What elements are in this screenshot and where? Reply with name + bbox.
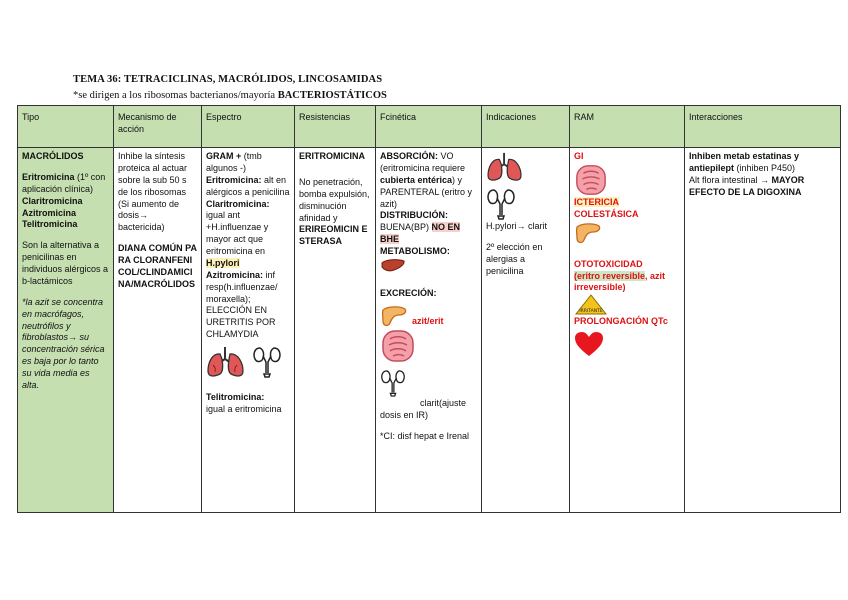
subtitle-prefix: *se dirigen a los ribosomas bacterianos/mayoría — [73, 90, 278, 101]
cell-ram — [570, 148, 685, 513]
header-resistencias: Resistencias — [295, 106, 376, 148]
inter-flora-text: Alt flora intestinal → — [689, 174, 772, 185]
espectro-eri — [206, 175, 290, 199]
ind-second: 2º elección en alergias a penicilina — [486, 241, 543, 276]
pancreas-icon — [380, 304, 408, 328]
ram-ictericia — [574, 197, 680, 209]
warning-sign-label: IRRITANTE — [579, 309, 603, 315]
intestine-icon — [574, 163, 680, 197]
drug-azitromicina: Azitromicina — [22, 207, 77, 218]
ram-qtc: PROLONGACIÓN QTc — [574, 316, 668, 327]
cell-espectro — [202, 148, 295, 513]
drug-claritromicina: Claritromicina — [22, 195, 83, 206]
inter-inhiben — [689, 151, 836, 175]
fcin-abs-text2: ) y PARENTERAL (eritro y azit) — [380, 174, 473, 209]
espectro-icons — [206, 345, 290, 379]
espectro-teli-label: Telitromicina: — [206, 392, 265, 402]
header-ram: RAM — [570, 106, 685, 148]
resist-mech: No penetración, bomba expulsión, disminución afinidad y — [299, 176, 370, 223]
espectro-teli — [206, 392, 290, 416]
inter-flora — [689, 175, 836, 199]
fcin-excrecion: EXCRECIÓN: — [380, 287, 437, 298]
header-row — [18, 106, 841, 148]
drug-table — [17, 105, 841, 513]
header-espectro: Espectro — [202, 106, 295, 148]
espectro-clari — [206, 199, 290, 270]
fcin-absorcion — [380, 151, 477, 210]
fcin-ci: *CI: disf hepat e Irenal — [380, 430, 470, 441]
kidneys-icon — [380, 368, 406, 398]
page-subtitle — [73, 90, 387, 101]
inter-inhiben-text: (inhiben P450) — [734, 162, 796, 173]
fcin-pancreas-row — [380, 304, 477, 328]
ram-azit-irr: , azit irreversible) — [574, 270, 666, 293]
drug-eritromicina-name: Eritromicina — [22, 171, 75, 182]
fcin-dist-text: BUENA(BP) — [380, 222, 432, 233]
header-fcinetica: Fcinética — [376, 106, 482, 148]
ind-hpylori: H.pylori→ clarit — [486, 221, 548, 231]
cell-tipo — [18, 148, 114, 513]
header-tipo: Tipo — [18, 106, 114, 148]
fcin-distribucion — [380, 210, 477, 246]
espectro-clari-label: Claritromicina: — [206, 198, 270, 209]
espectro-azi — [206, 270, 290, 341]
drug-eritromicina-note: (1º con aplicación clínica) — [22, 171, 106, 194]
espectro-hpylori: H.pylori — [206, 257, 240, 268]
warning-sign-icon — [574, 294, 680, 316]
fcin-clarit: clarit(ajuste dosis en IR) — [380, 397, 467, 420]
fcin-abs-text1: VO (eritromicina requiere — [380, 151, 466, 173]
drug-eritromicina — [22, 172, 109, 196]
fcin-dist-label: DISTRIBUCIÓN: — [380, 210, 448, 221]
espectro-azi-text: inf resp(h.influenzae/ moraxella); ELECCIÓN EN URETRITIS POR CHLAMYDIA — [206, 269, 278, 340]
intestine-icon — [380, 328, 477, 364]
ram-colestasica: COLESTÁSICA — [574, 208, 639, 219]
cell-indicaciones — [482, 148, 570, 513]
kidneys-icon — [486, 187, 565, 221]
espectro-eri-label: Eritromicina: — [206, 174, 262, 185]
cell-fcinetica — [376, 148, 482, 513]
mecanismo-diana: DIANA COMÚN PARA CLORANFENICOL/CLINDAMICINA/MACRÓLIDOS — [118, 243, 197, 289]
ram-ototoxicidad: OTOTOXICIDAD — [574, 258, 643, 269]
header-mecanismo: Mecanismo de acción — [114, 106, 202, 148]
espectro-eri-text: alt en alérgicos a penicilina — [206, 174, 290, 197]
cell-resistencias — [295, 148, 376, 513]
fcin-metabolismo: METABOLISMO: — [380, 246, 450, 256]
liver-icon — [380, 258, 477, 274]
cell-mecanismo — [114, 148, 202, 513]
fcin-azit: azit/erit — [412, 315, 444, 326]
page-title: TEMA 36: TETRACICLINAS, MACRÓLIDOS, LINCOSAMIDAS — [73, 74, 383, 85]
lungs-icon — [206, 345, 246, 379]
lungs-icon — [486, 151, 565, 183]
inter-inhiben-label: Inhiben metab estatinas y antiepilept — [689, 151, 800, 173]
tipo-heading: MACRÓLIDOS — [22, 151, 84, 161]
ram-reversibilidad — [574, 271, 680, 295]
resist-eri: ERITROMICINA — [299, 151, 365, 161]
tipo-note: *la azit se concentra en macrófagos, neutrófilos y fibroblastos→ su concentración sérica es baja por lo tanto su vida media es alta. — [22, 296, 105, 390]
espectro-gram — [206, 151, 290, 175]
subtitle-bold: BACTERIOSTÁTICOS — [277, 90, 387, 101]
header-indicaciones: Indicaciones — [482, 106, 570, 148]
espectro-teli-text: igual a eritromicina — [206, 403, 282, 414]
espectro-gram-note: (tmb algunos -) — [206, 151, 262, 173]
resist-esterasa: ERIREOMICIN ESTERASA — [299, 224, 368, 247]
espectro-gram-label: GRAM + — [206, 151, 242, 161]
fcin-abs-label: ABSORCIÓN: — [380, 151, 438, 161]
kidneys-icon — [252, 345, 282, 379]
fcin-kidney-row — [380, 368, 477, 398]
cell-interacciones — [685, 148, 841, 513]
pancreas-icon — [574, 221, 680, 245]
espectro-clari-text: igual ant +H.influenzae y mayor act que eritromicina en — [206, 210, 269, 256]
ram-gi: GI — [574, 151, 584, 161]
mecanismo-text: Inhibe la síntesis proteica al actuar sobre la sub 50 s de los ribosomas (Si aumento de dosis→ bactericida) — [118, 151, 188, 233]
inter-digoxina: MAYOR EFECTO DE LA DIGOXINA — [689, 174, 805, 197]
ram-eritro-rev: (eritro reversible — [574, 270, 646, 281]
fcin-dist-bhe: NO EN BHE — [380, 222, 461, 245]
ram-ictericia-text: ICTERICIA — [574, 196, 619, 207]
header-interacciones: Interacciones — [685, 106, 841, 148]
fcin-abs-cubierta: cubierta entérica — [380, 174, 453, 185]
heart-icon — [574, 331, 680, 357]
drug-telitromicina: Telitromicina — [22, 219, 78, 230]
espectro-azi-label: Azitromicina: — [206, 269, 264, 280]
tipo-alternativa: Son la alternativa a penicilinas en individuos alérgicos a b-lactámicos — [22, 240, 109, 286]
macrolidos-row — [18, 148, 841, 513]
